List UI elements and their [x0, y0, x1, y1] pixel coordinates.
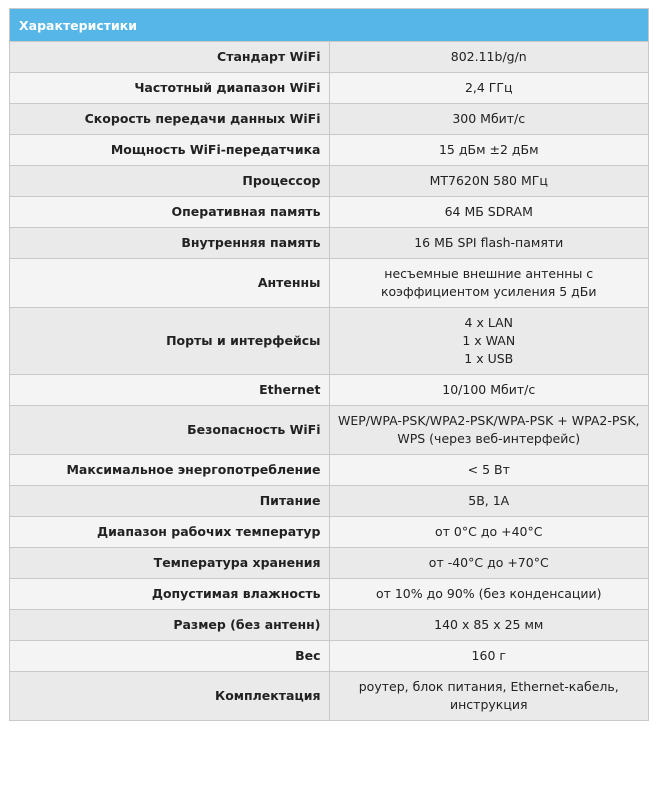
spec-value-line: 802.11b/g/n — [450, 49, 527, 64]
spec-value-line: 160 г — [471, 648, 506, 663]
spec-value — [329, 375, 649, 406]
spec-value — [329, 517, 649, 548]
spec-value-line: роутер, блок питания, Ethernet-кабель, инструкция — [358, 679, 619, 712]
spec-value — [329, 455, 649, 486]
table-row — [10, 486, 649, 517]
table-row — [10, 308, 649, 375]
table-row — [10, 104, 649, 135]
spec-value-line: несъемные внешние антенны с коэффициентом усиления 5 дБи — [380, 266, 597, 299]
table-row — [10, 672, 649, 721]
spec-label: Диапазон рабочих температур — [10, 517, 330, 548]
table-row — [10, 610, 649, 641]
spec-label: Внутренняя память — [10, 228, 330, 259]
specs-section — [9, 8, 649, 721]
spec-value-line: 140 x 85 x 25 мм — [434, 617, 544, 632]
spec-value — [329, 672, 649, 721]
spec-value — [329, 486, 649, 517]
spec-label: Частотный диапазон WiFi — [10, 73, 330, 104]
spec-value — [329, 308, 649, 375]
spec-label: Порты и интерфейсы — [10, 308, 330, 375]
spec-value — [329, 406, 649, 455]
spec-value — [329, 228, 649, 259]
spec-value-line: < 5 Вт — [467, 462, 510, 477]
spec-value — [329, 104, 649, 135]
spec-value-line: 1 x WAN — [462, 333, 516, 348]
spec-label: Антенны — [10, 259, 330, 308]
spec-value — [329, 42, 649, 73]
spec-label: Безопасность WiFi — [10, 406, 330, 455]
table-row — [10, 455, 649, 486]
table-row — [10, 197, 649, 228]
table-row — [10, 641, 649, 672]
spec-label: Допустимая влажность — [10, 579, 330, 610]
spec-label: Размер (без антенн) — [10, 610, 330, 641]
table-row — [10, 42, 649, 73]
table-row — [10, 517, 649, 548]
table-row — [10, 579, 649, 610]
spec-value-line: 16 МБ SPI flash-памяти — [414, 235, 564, 250]
table-title: Характеристики — [10, 9, 649, 42]
spec-value — [329, 73, 649, 104]
spec-label: Оперативная память — [10, 197, 330, 228]
spec-value — [329, 610, 649, 641]
spec-value — [329, 135, 649, 166]
spec-value-line: MT7620N 580 МГц — [429, 173, 548, 188]
spec-value-line: 4 x LAN — [464, 315, 513, 330]
spec-value-line: 300 Мбит/с — [452, 111, 526, 126]
spec-label: Мощность WiFi-передатчика — [10, 135, 330, 166]
table-row — [10, 228, 649, 259]
spec-label: Питание — [10, 486, 330, 517]
table-row — [10, 135, 649, 166]
spec-value-line: 5В, 1А — [468, 493, 510, 508]
table-row — [10, 259, 649, 308]
spec-value-line: 2,4 ГГц — [464, 80, 513, 95]
spec-value — [329, 641, 649, 672]
spec-label: Стандарт WiFi — [10, 42, 330, 73]
table-row — [10, 166, 649, 197]
spec-value-line: 10/100 Мбит/с — [442, 382, 536, 397]
specs-body — [10, 42, 649, 721]
spec-value-line: от 0°C до +40°C — [435, 524, 543, 539]
table-row — [10, 406, 649, 455]
spec-value-line: 15 дБм ±2 дБм — [438, 142, 539, 157]
table-row — [10, 548, 649, 579]
spec-value-line: 1 x USB — [464, 351, 514, 366]
spec-label: Температура хранения — [10, 548, 330, 579]
spec-label: Максимальное энергопотребление — [10, 455, 330, 486]
spec-value-line: от -40°C до +70°C — [428, 555, 549, 570]
specs-table — [9, 8, 649, 721]
spec-label: Процессор — [10, 166, 330, 197]
spec-value-line: от 10% до 90% (без конденсации) — [375, 586, 602, 601]
spec-value — [329, 259, 649, 308]
spec-label: Комплектация — [10, 672, 330, 721]
spec-value — [329, 579, 649, 610]
table-row — [10, 375, 649, 406]
spec-value — [329, 548, 649, 579]
spec-value-line: 64 МБ SDRAM — [444, 204, 533, 219]
table-row — [10, 73, 649, 104]
spec-value — [329, 197, 649, 228]
spec-label: Ethernet — [10, 375, 330, 406]
spec-value — [329, 166, 649, 197]
spec-label: Вес — [10, 641, 330, 672]
spec-value-line: WEP/WPA-PSK/WPA2-PSK/WPA-PSK + WPA2-PSK, WPS (через веб-интерфейс) — [338, 413, 640, 446]
spec-label: Скорость передачи данных WiFi — [10, 104, 330, 135]
